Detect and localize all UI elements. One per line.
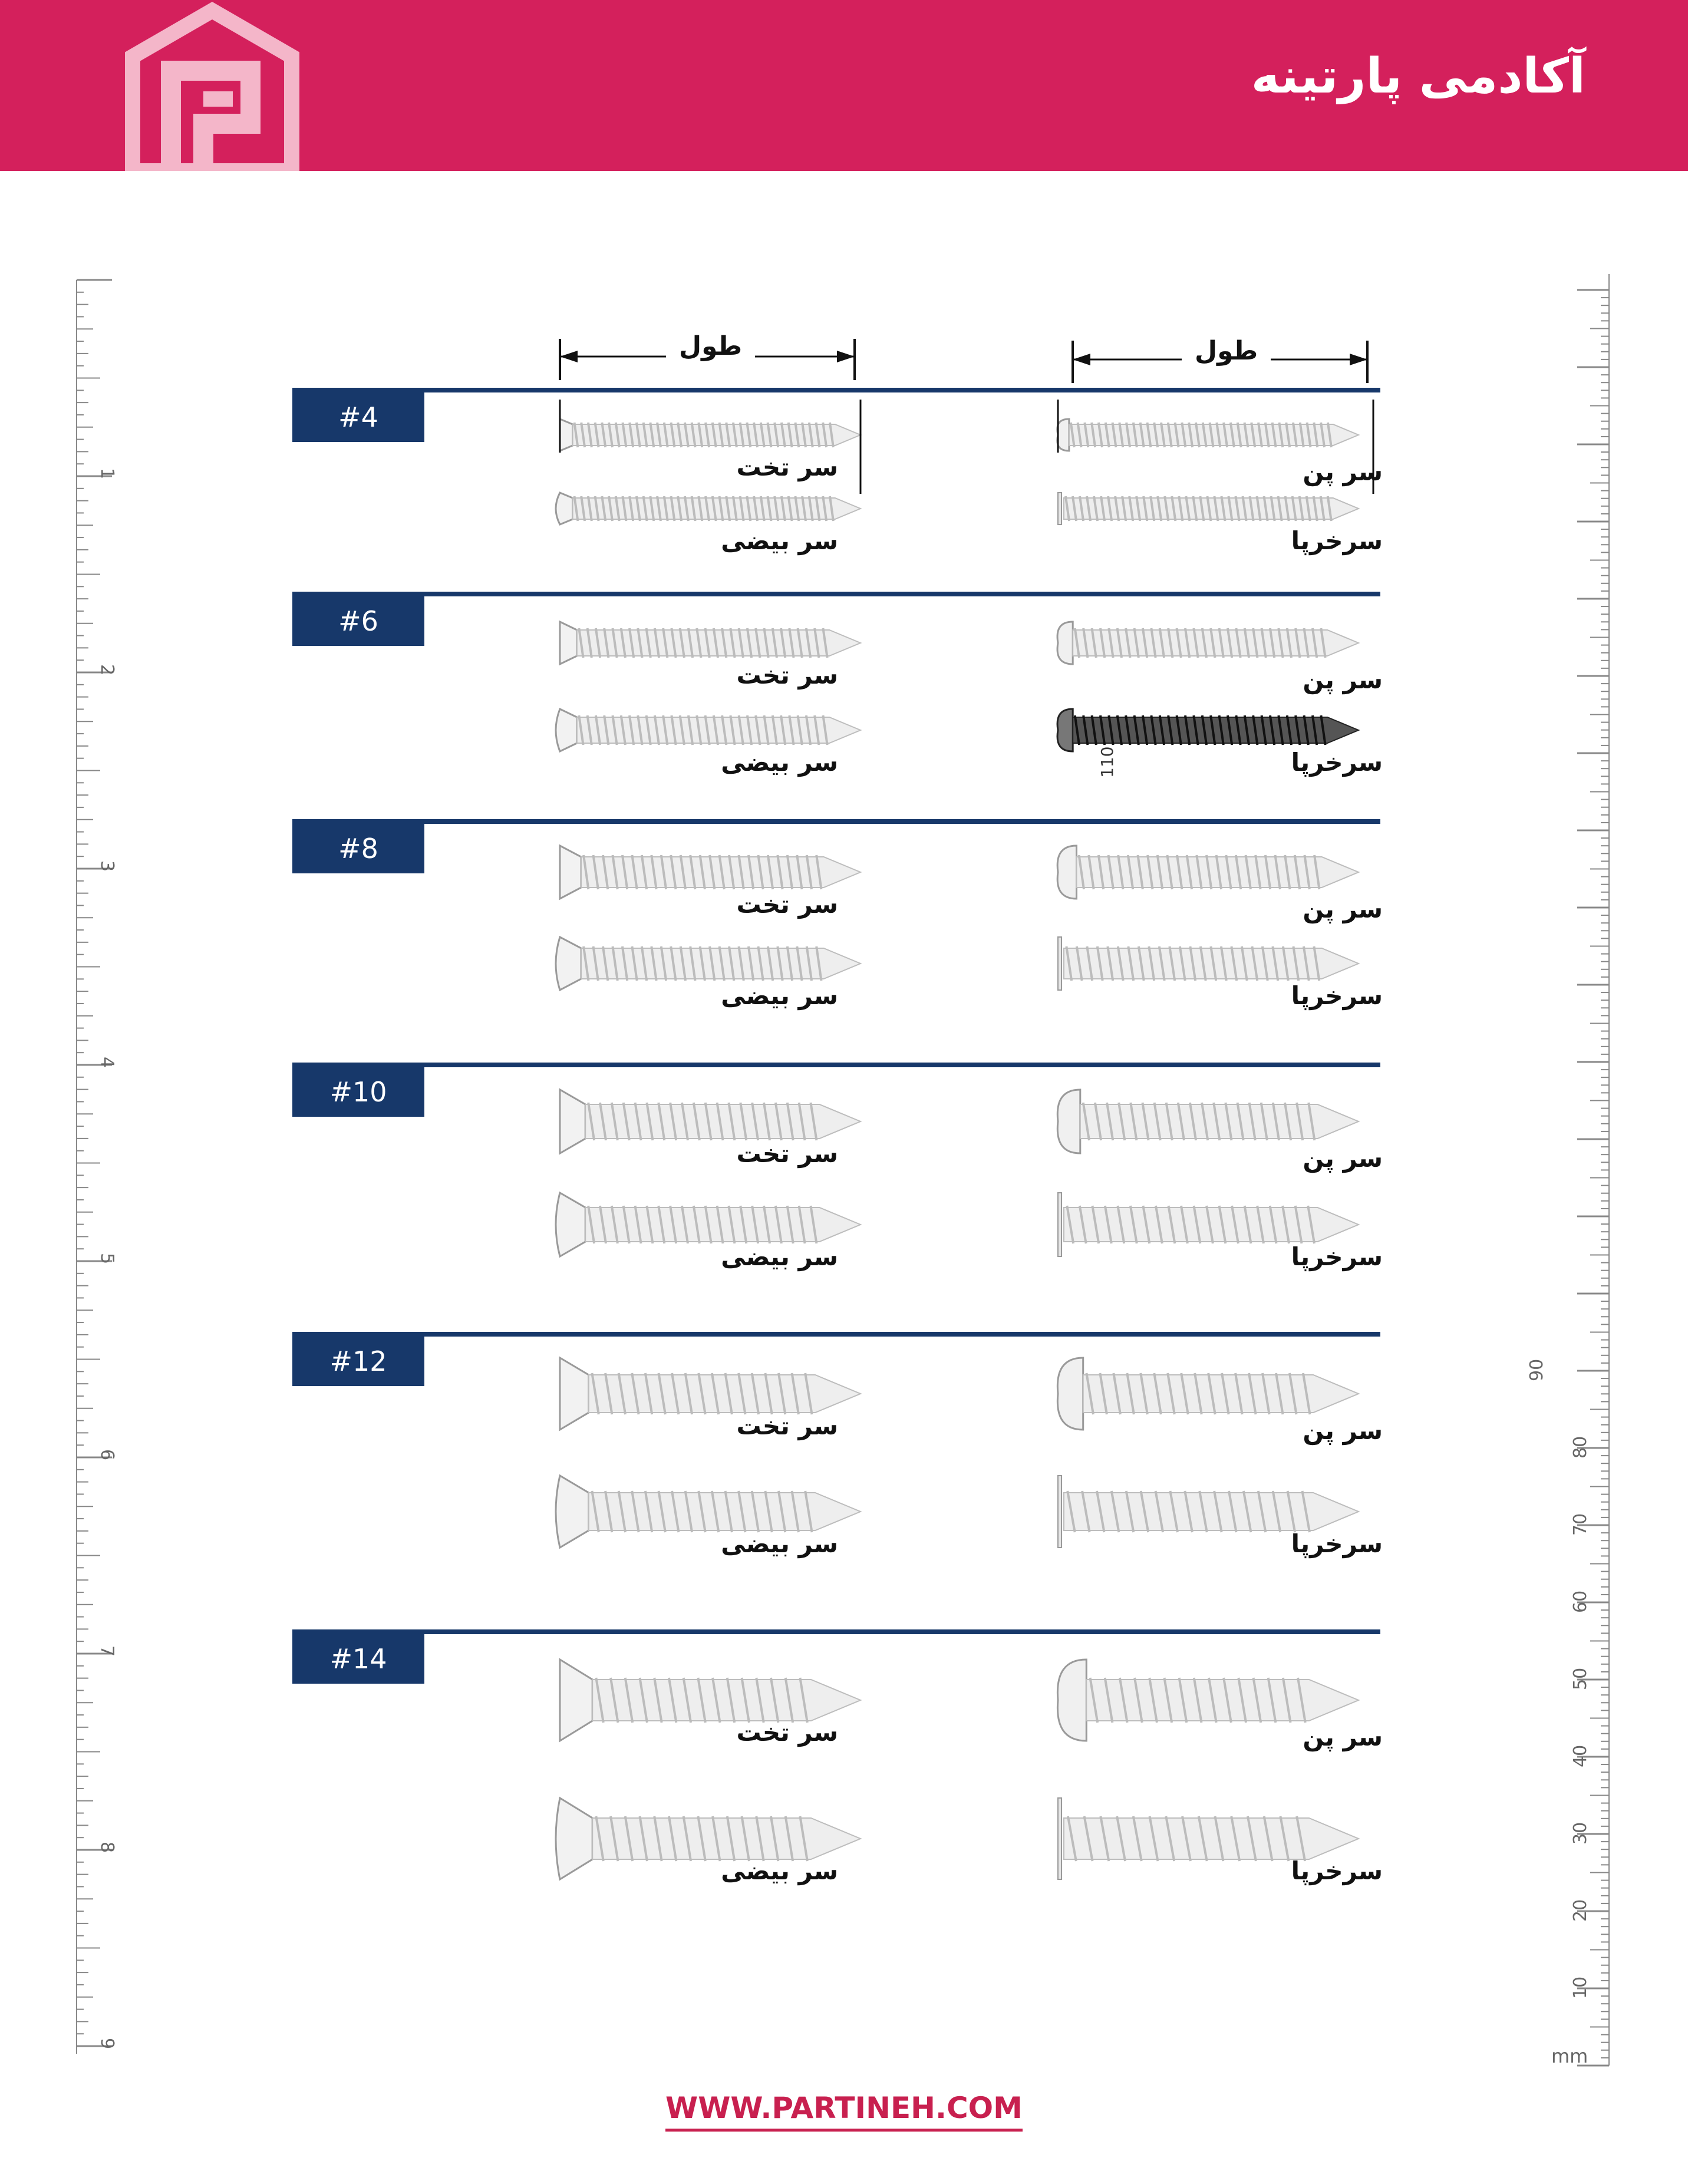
screw-type-label-oval: سر بیضی bbox=[721, 981, 838, 1010]
screw-type-label-flat: سر تخت bbox=[736, 1139, 838, 1168]
ruler-inch-label: 1 bbox=[97, 467, 118, 480]
ruler-mm-label: 90 bbox=[1527, 1358, 1547, 1381]
screw-type-label-pan: سر پن bbox=[1303, 1416, 1383, 1445]
size-badge: #10 bbox=[292, 1067, 424, 1117]
screw-type-label-wafer: سرخرپا bbox=[1291, 981, 1383, 1010]
ruler-mm-label: 20 bbox=[1570, 1899, 1591, 1922]
screw-type-label-flat: سر تخت bbox=[736, 890, 838, 919]
screw-type-label-flat: سر تخت bbox=[736, 1718, 838, 1747]
size-badge: #12 bbox=[292, 1337, 424, 1386]
screw-type-label-oval: سر بیضی bbox=[721, 748, 838, 777]
screw-type-label-pan: سر پن bbox=[1303, 1723, 1383, 1751]
screw-illustrations bbox=[530, 1332, 1688, 1615]
ruler-inch-label: 3 bbox=[97, 860, 118, 872]
left-ruler bbox=[65, 268, 130, 2060]
screw-type-label-pan: سر پن bbox=[1303, 895, 1383, 923]
screw-type-label-oval: سر بیضی bbox=[721, 1856, 838, 1885]
ruler-inch-label: 6 bbox=[97, 1449, 118, 1461]
screw-type-label-oval: سر بیضی bbox=[721, 1529, 838, 1558]
ruler-inch-label: 4 bbox=[97, 1056, 118, 1068]
size-badge: #14 bbox=[292, 1634, 424, 1684]
ruler-inch-label: 5 bbox=[97, 1252, 118, 1265]
ruler-inch-label: 9 bbox=[97, 2037, 118, 2050]
length-mark-110: 110 bbox=[1097, 746, 1117, 778]
footer-url-link[interactable]: WWW.PARTINEH.COM bbox=[0, 2091, 1688, 2125]
ruler-mm-label: 80 bbox=[1570, 1436, 1591, 1459]
screw-illustrations bbox=[530, 1629, 1688, 1912]
ruler-inch-label: 2 bbox=[97, 664, 118, 676]
screw-illustrations bbox=[530, 819, 1688, 1102]
ruler-inch-label: 8 bbox=[97, 1841, 118, 1853]
screw-type-label-flat: سر تخت bbox=[736, 1411, 838, 1440]
header-bar bbox=[0, 0, 1688, 171]
screw-type-label-wafer: سرخرپا bbox=[1291, 1856, 1383, 1885]
ruler-mm-label: 40 bbox=[1570, 1744, 1591, 1767]
screw-type-label-oval: سر بیضی bbox=[721, 1242, 838, 1271]
ruler-mm-label: 10 bbox=[1570, 1976, 1591, 1999]
screw-illustrations bbox=[530, 1063, 1688, 1345]
screw-type-label-wafer: سرخرپا bbox=[1291, 1242, 1383, 1271]
size-badge: #4 bbox=[292, 392, 424, 442]
screw-type-label-flat: سر تخت bbox=[736, 661, 838, 689]
screw-type-label-oval: سر بیضی bbox=[721, 526, 838, 555]
size-badge: #6 bbox=[292, 596, 424, 646]
screw-type-label-wafer: سرخرپا bbox=[1291, 1529, 1383, 1558]
screw-type-label-wafer: سرخرپا bbox=[1291, 526, 1383, 555]
ruler-mm-label: 60 bbox=[1570, 1590, 1591, 1613]
screw-type-label-pan: سر پن bbox=[1303, 1144, 1383, 1173]
ruler-mm-label: 70 bbox=[1570, 1513, 1591, 1536]
screw-type-label-pan: سر پن bbox=[1303, 665, 1383, 694]
ruler-mm-label: 30 bbox=[1570, 1822, 1591, 1845]
screw-type-label-wafer: سرخرپا bbox=[1291, 748, 1383, 777]
screw-type-label-pan: سر پن bbox=[1303, 457, 1383, 486]
size-badge: #8 bbox=[292, 824, 424, 873]
screw-type-label-flat: سر تخت bbox=[736, 453, 838, 481]
length-label-left: طول bbox=[666, 331, 755, 361]
ruler-mm-label: 50 bbox=[1570, 1667, 1591, 1690]
ruler-inch-label: 7 bbox=[97, 1645, 118, 1657]
partineh-logo-icon bbox=[121, 0, 304, 171]
ruler-unit-label: mm bbox=[1551, 2045, 1588, 2067]
brand-title: آکادمی پارتینه bbox=[1251, 48, 1585, 104]
length-label-right: طول bbox=[1182, 336, 1271, 366]
